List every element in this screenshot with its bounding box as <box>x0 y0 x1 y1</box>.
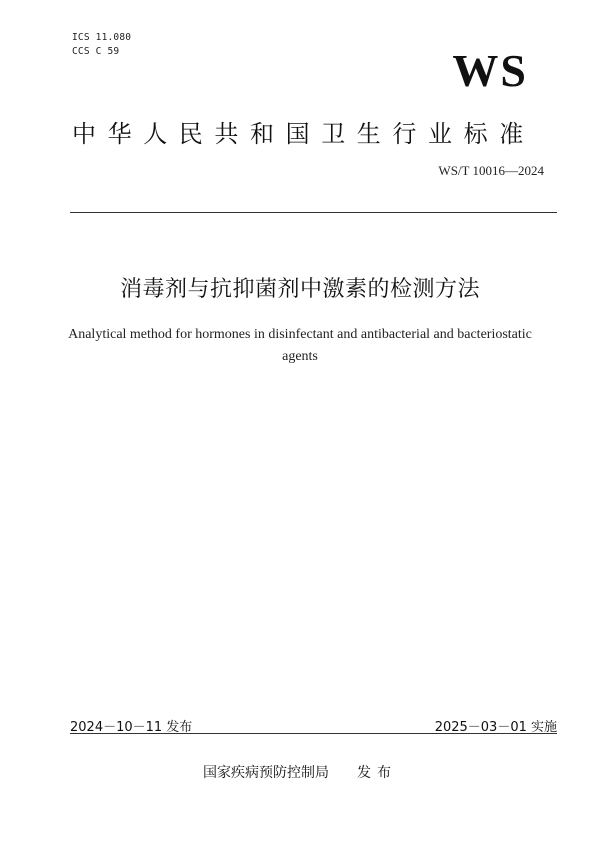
implementation-date: 2025－03－01 实施 <box>434 720 557 735</box>
ics-code: ICS 11.080 <box>72 32 132 43</box>
document-title-chinese: 消毒剂与抗抑菌剂中激素的检测方法 <box>119 277 480 302</box>
ws-logo: WS <box>452 45 528 96</box>
industry-standard-title: 中华人民共和国卫生行业标准 <box>72 120 535 148</box>
publisher-line <box>0 762 600 782</box>
publisher-name: 国家疾病预防控制局 <box>203 765 329 781</box>
footer-divider <box>70 733 557 734</box>
publisher-issued-label: 发布 <box>357 765 397 781</box>
document-title-english: Analytical method for hormones in disinfectant and antibacterial and bacteriostatic agents <box>68 327 532 364</box>
ccs-code: CCS C 59 <box>72 46 120 57</box>
standard-number: WS/T 10016—2024 <box>438 163 544 178</box>
header-divider <box>70 212 557 213</box>
issue-date: 2024－10－11 发布 <box>70 720 193 735</box>
